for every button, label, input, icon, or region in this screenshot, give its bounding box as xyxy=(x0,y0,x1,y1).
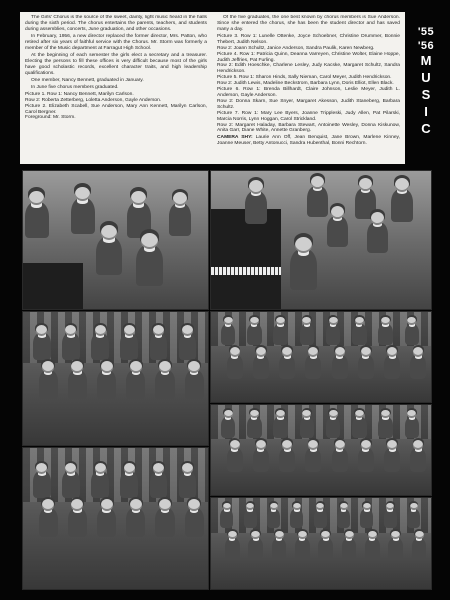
camera-shy-names: Laurie Ann Off, Jean Benquist, Jane Brown, Marlene Kinney, Joanne Meuser, Betty Antonucci, Sandra Hubenthal, Bonni Rechtorn. xyxy=(217,135,400,147)
paragraph: In February, 1956, a new director replaced the former director, Mrs. Patton, who retired after six years of faithful service with the Chorus. Mr. Storm was formerly a member of the Music department at Farragut High School. xyxy=(25,33,207,51)
photo-caption: Row 2: Donna Skarn, Sue Snyer, Margaret Akesson, Judith Staneberg, Barbara Schultz. xyxy=(217,98,400,110)
piano-shape xyxy=(23,263,83,309)
photo-4-choir-rows xyxy=(210,311,432,403)
photo-caption: Row 2: Judith Lewis, Madeline Beckstrom, Barbara Lynn, Doris Elliot, Ellen Black. xyxy=(217,81,394,87)
piano-shape xyxy=(211,209,281,309)
photo-caption: Picture 5. Row 1: Sharon Hinds, Sally Nieman, Carol Meyer, Judith Hendrickson. xyxy=(217,75,392,81)
photo-1-group-portrait xyxy=(22,170,209,310)
left-text-column xyxy=(25,15,207,161)
photo-caption: Row 2: Margaret Haladay, Barbara Stewart, Antoinette Wesley, Donna Kiskunow, Anita Garr, Diane White, Annette Granberg. xyxy=(217,122,400,134)
camera-shy-label: CAMERA SHY: xyxy=(217,135,253,141)
photo-2-piano-scene xyxy=(210,170,432,310)
photo-3-choir-rows xyxy=(22,311,209,446)
section-letter: S xyxy=(421,87,431,102)
paragraph: Of the five graduates, the one best known by chorus members is Sue Anderson. Since she entered the chorus, she has been the student director and has saved many a day. xyxy=(217,15,400,32)
paragraph: At the beginning of each semester the girls elect a secretary and a treasurer. Electing the persons to fill these offices is very difficult because most of the girls have good scholastic records, excellent character traits, and high leadership qualifications. xyxy=(25,52,207,76)
year-start: '55 xyxy=(417,26,435,38)
photo-caption: Picture 6. Row 1: Brenda Billhardt, Claire Johnson, Leslie Meyer, Judith L. Anderson, Gayle Anderson. xyxy=(217,87,400,98)
photo-caption: Picture 4. Row 1: Patricia Quinn, Deanna Varreyen, Christine Wolter, Elaine Hoppe, Judith Jeffries, Pat Furling. xyxy=(217,51,400,63)
section-letter: C xyxy=(421,121,431,136)
section-sidebar xyxy=(410,12,442,164)
paragraph: In June five chorus members graduated. xyxy=(31,84,119,90)
photo-caption: Picture 3. Row 1: Lunelle Ottenke, Joyce Schoebner, Christine Drummer, Bonnie Thebert, Judith Nelson. xyxy=(217,33,400,45)
photo-caption: Picture 1. Row 1: Nancy Bennett, Marilyn Carlson. xyxy=(25,91,134,97)
year-end: '56 xyxy=(417,40,435,52)
camera-shy-line xyxy=(217,135,400,147)
section-letter: U xyxy=(421,70,431,85)
photo-7-choir-rows xyxy=(210,497,432,590)
photo-caption: Picture 2. Elizabeth Scabell, Sue Anderson, Mary Ann Kennett, Marilyn Carlson, Carol Bergner. xyxy=(25,103,207,115)
section-letter: I xyxy=(424,104,428,119)
right-text-column xyxy=(217,15,400,161)
photo-caption: Picture 7. Row 1: Mary Lee Byers, Joanne Trippleski, Judy Allen, Pat Pilarski, Marcia Norris, Lynn Hoggan, Carol Strickland. xyxy=(217,110,400,122)
paragraph: One member, Nancy Bennett, graduated in January. xyxy=(31,77,144,83)
photo-6-choir-rows xyxy=(210,404,432,496)
text-panel xyxy=(20,12,405,164)
photo-caption: Row 2: Joann Schultz, Janice Anderson, Sandra Paulik, Karen Newberg. xyxy=(217,45,375,51)
photo-caption: Row 2: Edith Hoeschke, Charlene Lesley, Judy Kacske, Margaret Schultz, Sandra Hendrickson. xyxy=(217,63,400,75)
photo-5-choir-rows xyxy=(22,447,209,590)
section-letter: M xyxy=(420,53,432,68)
photo-caption: Foreground: Mr. Storm. xyxy=(25,115,76,121)
photo-caption: Row 2: Roberta Zetterberg, Loletta Anderson, Gayle Anderson. xyxy=(25,97,162,103)
paragraph: The Girls' Chorus is the source of the sweet, dainty, light music heard in the halls during the sixth period. The chorus entertains the parents, teachers, and students during assemblies, concerts, June graduation, and other occasions. xyxy=(25,15,207,32)
piano-keys xyxy=(211,267,281,275)
section-title xyxy=(410,52,442,137)
